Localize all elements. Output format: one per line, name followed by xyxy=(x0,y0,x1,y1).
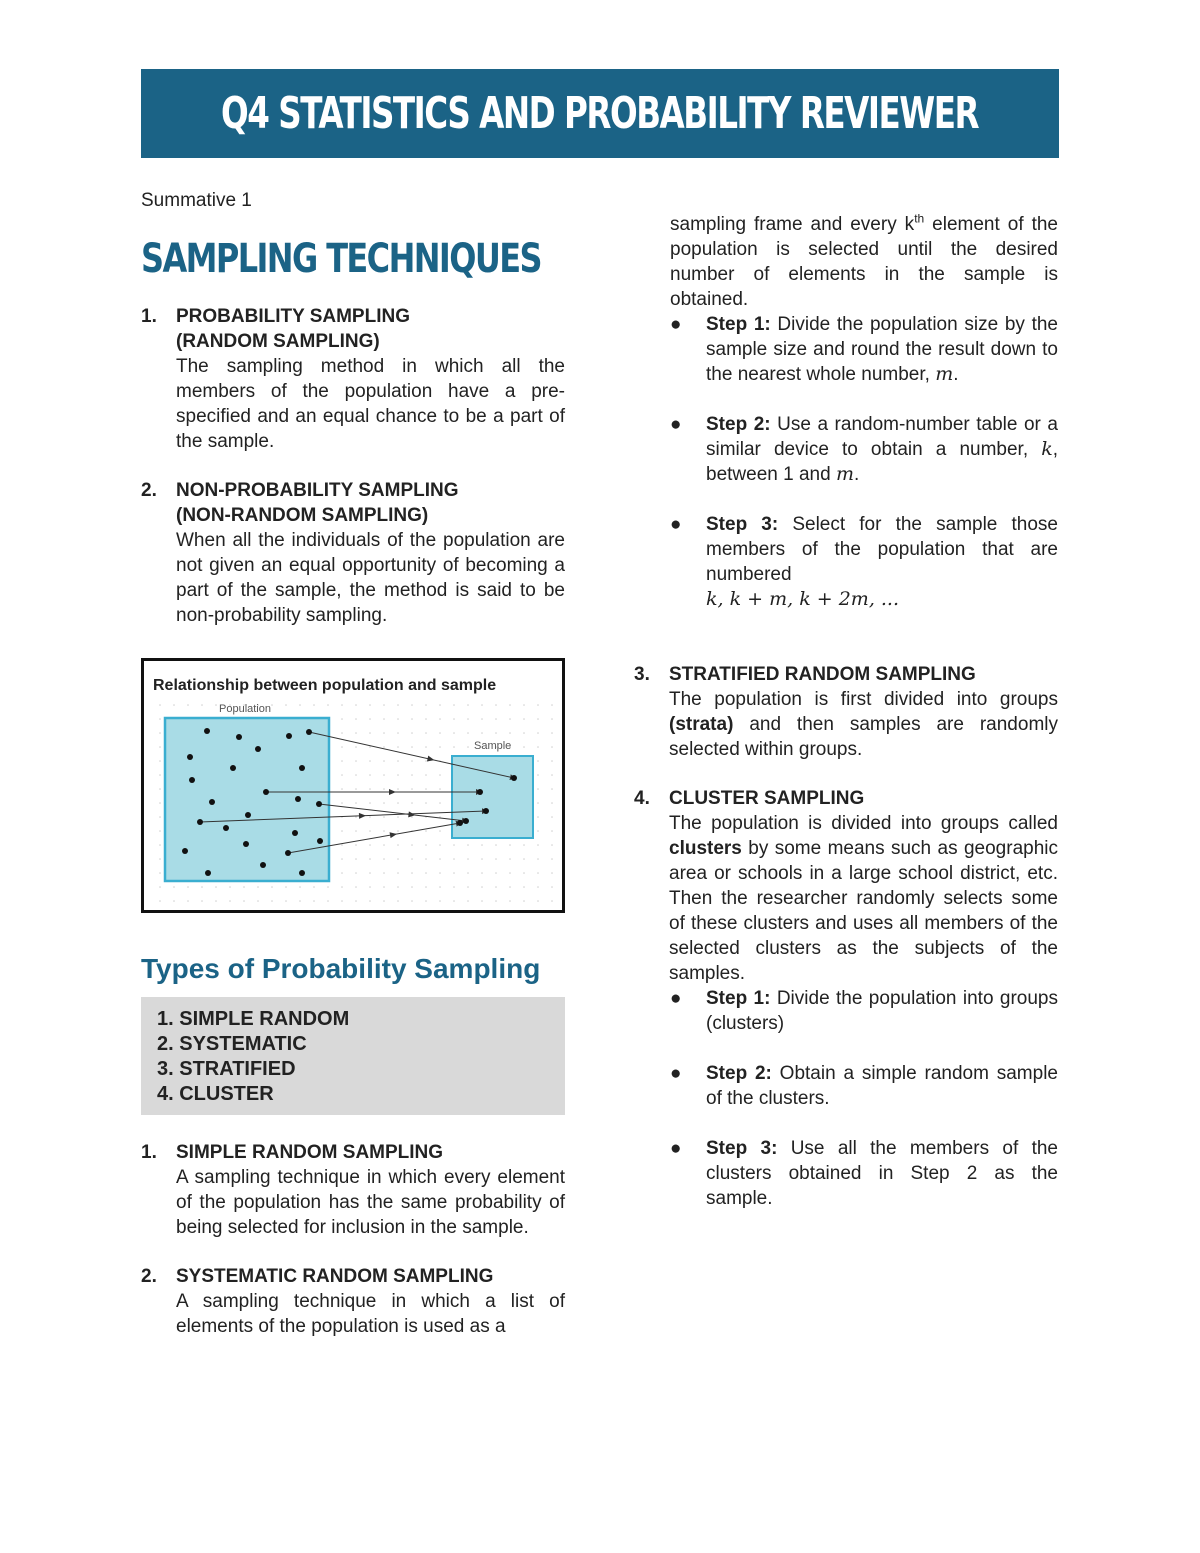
superscript: th xyxy=(914,211,925,226)
bullet-icon: ● xyxy=(670,314,682,335)
sample-dot xyxy=(457,820,463,826)
diagram-title: Relationship between population and sample xyxy=(153,677,497,694)
item-heading: STRATIFIED RANDOM SAMPLING xyxy=(669,664,976,685)
list-item-non-probability xyxy=(141,478,565,628)
math-var: k xyxy=(1041,438,1053,460)
list-item xyxy=(670,1136,1058,1211)
step-text: , between 1 and xyxy=(706,439,1058,485)
item-body: The sampling method in which all the members of the population have a pre-specified and an equal chance to be a part of the sample. xyxy=(176,356,565,452)
body-text: by some means such as geographic area or schools in a large school district, etc. Then the researcher randomly selects some of these clusters and uses all members of the selected clusters as the subjects of the samples. xyxy=(669,838,1058,984)
list-item xyxy=(670,986,1058,1036)
population-dot xyxy=(209,799,215,805)
item-number: 2. xyxy=(141,1266,157,1287)
population-dot xyxy=(204,728,210,734)
population-dot xyxy=(243,841,249,847)
item-body: A sampling technique in which a list of elements of the population is used as a xyxy=(176,1291,565,1337)
types-heading: Types of Probability Sampling xyxy=(141,953,541,984)
types-list-item: 1. SIMPLE RANDOM xyxy=(157,1008,350,1030)
bullet-icon: ● xyxy=(670,514,682,535)
right-column xyxy=(634,212,1058,1211)
population-dot xyxy=(299,765,305,771)
step-text: Obtain a simple random sample of the clusters. xyxy=(706,1063,1058,1109)
systematic-steps xyxy=(634,312,1058,612)
summative-label: Summative 1 xyxy=(141,190,252,211)
bullet-icon: ● xyxy=(670,414,682,435)
sample-dot xyxy=(511,775,517,781)
item-number: 1. xyxy=(141,1142,157,1163)
population-dot xyxy=(286,733,292,739)
bullet-icon: ● xyxy=(670,1063,682,1084)
population-dot xyxy=(292,830,298,836)
item-body xyxy=(669,811,1058,986)
step-label: Step 3: xyxy=(706,1138,778,1159)
population-dot xyxy=(187,754,193,760)
population-dot xyxy=(263,789,269,795)
item-subheading: (NON-RANDOM SAMPLING) xyxy=(176,505,429,526)
item-body: A sampling technique in which every element of the population has the same probability of being selected for inclusion in the sample. xyxy=(176,1167,565,1238)
list-item xyxy=(670,412,1058,487)
list-item xyxy=(670,312,1058,387)
continuation-text: element of the population is selected until the desired number of elements in the sample is obtained. xyxy=(670,214,1058,310)
item-body: When all the individuals of the population are not given an equal opportunity of becoming a part of the sample, the method is said to be non-probability sampling. xyxy=(176,530,565,626)
step-label: Step 1: xyxy=(706,314,771,335)
population-dot xyxy=(236,734,242,740)
list-item-probability xyxy=(141,304,565,454)
math-var: m xyxy=(935,363,954,385)
cluster-steps xyxy=(634,986,1058,1211)
population-box xyxy=(165,718,329,881)
list-item-simple-random xyxy=(141,1140,565,1240)
sample-label: Sample xyxy=(474,740,512,752)
list-item xyxy=(670,512,1058,612)
section-title: SAMPLING TECHNIQUES xyxy=(141,236,541,282)
types-list-item: 2. SYSTEMATIC xyxy=(157,1033,307,1055)
population-dot xyxy=(230,765,236,771)
math-var: m xyxy=(835,463,854,485)
population-dot xyxy=(306,729,312,735)
step-label: Step 2: xyxy=(706,414,771,435)
population-dot xyxy=(295,796,301,802)
population-dot xyxy=(316,801,322,807)
page-title: Q4 STATISTICS AND PROBABILITY REVIEWER xyxy=(221,88,979,139)
list-item-systematic xyxy=(141,1264,565,1339)
population-dot xyxy=(223,825,229,831)
title-banner xyxy=(141,69,1059,158)
population-dot xyxy=(197,819,203,825)
population-dot xyxy=(182,848,188,854)
bullet-icon: ● xyxy=(670,1138,682,1159)
item-number: 1. xyxy=(141,306,157,327)
left-column xyxy=(141,188,565,1339)
item-heading: SIMPLE RANDOM SAMPLING xyxy=(176,1142,444,1163)
step-label: Step 3: xyxy=(706,514,779,535)
step-text: Divide the population size by the sample size and round the result down to the nearest whole number, xyxy=(706,314,1058,385)
item-heading: PROBABILITY SAMPLING xyxy=(176,306,410,327)
list-item-cluster xyxy=(634,786,1058,986)
item-subheading: (RANDOM SAMPLING) xyxy=(176,331,380,352)
punctuation: . xyxy=(853,464,860,485)
types-list-item: 4. CLUSTER xyxy=(157,1083,274,1105)
population-dot xyxy=(245,812,251,818)
item-number: 4. xyxy=(634,788,650,809)
population-dot xyxy=(299,870,305,876)
step-text: Use a random-number table or a similar device to obtain a number, xyxy=(706,414,1058,460)
step-label: Step 2: xyxy=(706,1063,772,1084)
body-text: The population is first divided into groups xyxy=(669,689,1058,710)
punctuation: . xyxy=(953,364,959,385)
math-formula: k, k + m, k + 2m, ... xyxy=(706,588,900,610)
continuation-text: sampling frame and every k xyxy=(670,214,915,235)
population-dot xyxy=(189,777,195,783)
body-bold: clusters xyxy=(669,838,742,859)
body-text: and then samples are randomly selected within groups. xyxy=(669,714,1058,760)
item-number: 3. xyxy=(634,664,650,685)
step-text: Use all the members of the clusters obtained in Step 2 as the sample. xyxy=(706,1138,1058,1209)
population-dot xyxy=(255,746,261,752)
types-summary-box xyxy=(141,997,565,1115)
list-item xyxy=(670,1061,1058,1111)
item-heading: CLUSTER SAMPLING xyxy=(669,788,865,809)
sample-dot xyxy=(463,818,469,824)
body-text: The population is divided into groups called xyxy=(669,813,1058,834)
step-text: Divide the population into groups (clusters) xyxy=(706,988,1058,1034)
item-heading: NON-PROBABILITY SAMPLING xyxy=(176,480,459,501)
population-dot xyxy=(285,850,291,856)
sample-dot xyxy=(477,789,483,795)
sample-box xyxy=(452,756,533,838)
item-body xyxy=(669,687,1058,762)
list-item-stratified xyxy=(634,662,1058,762)
item-heading: SYSTEMATIC RANDOM SAMPLING xyxy=(176,1266,494,1287)
step-label: Step 1: xyxy=(706,988,771,1009)
step-text: Select for the sample those members of the population that are numbered xyxy=(706,514,1058,585)
body-bold: (strata) xyxy=(669,714,734,735)
population-label: Population xyxy=(219,703,271,715)
population-sample-diagram xyxy=(141,658,565,913)
systematic-continuation xyxy=(634,212,1058,312)
population-dot xyxy=(260,862,266,868)
population-dot xyxy=(205,870,211,876)
item-number: 2. xyxy=(141,480,157,501)
types-list-item: 3. STRATIFIED xyxy=(157,1058,296,1080)
population-dot xyxy=(317,838,323,844)
diagram-svg xyxy=(144,661,562,910)
sample-dot xyxy=(483,808,489,814)
bullet-icon: ● xyxy=(670,988,682,1009)
